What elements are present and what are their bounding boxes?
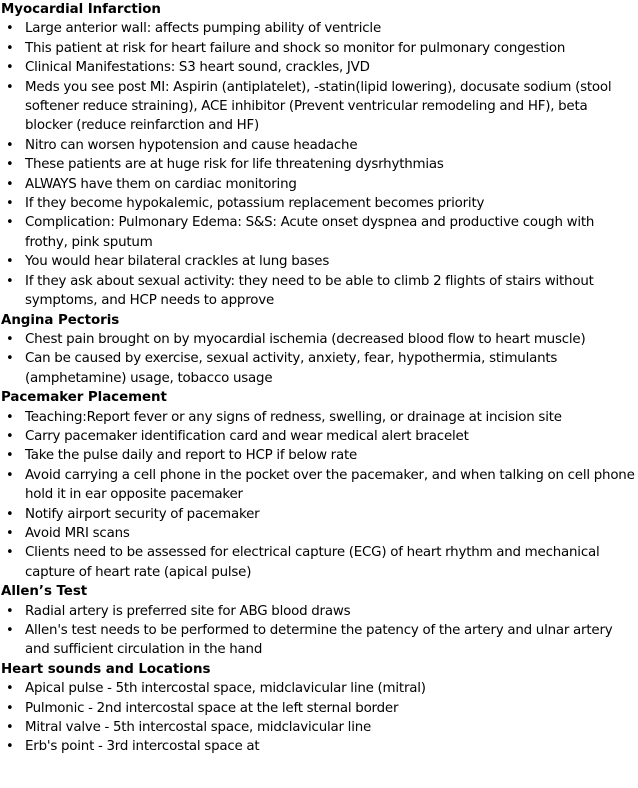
- bullet-list: [1, 602, 638, 660]
- section-myocardial-infarction: [1, 0, 638, 311]
- bullet-icon: •: [6, 603, 14, 619]
- bullet-icon: •: [6, 545, 14, 561]
- section-heart-sounds: [1, 660, 638, 757]
- bullet-icon: •: [6, 506, 14, 522]
- list-item: • Avoid carrying a cell phone in the pocket over the pacemaker, and when talking on cell phone hold it in ear opposite pacemaker: [6, 467, 635, 503]
- list-item: • Carry pacemaker identification card and wear medical alert bracelet: [1, 427, 638, 446]
- bullet-icon: •: [6, 21, 14, 37]
- bullet-icon: •: [6, 331, 14, 347]
- bullet-list: [1, 679, 638, 757]
- list-item: • Apical pulse - 5th intercostal space, midclavicular line (mitral): [1, 679, 638, 698]
- list-item: • Large anterior wall: affects pumping ability of ventricle: [1, 19, 638, 38]
- bullet-icon: •: [6, 40, 14, 56]
- section-title: Angina Pectoris: [1, 312, 120, 328]
- bullet-icon: •: [6, 351, 14, 367]
- list-item: • If they become hypokalemic, potassium replacement becomes priority: [1, 194, 638, 213]
- list-item: • Nitro can worsen hypotension and cause headache: [1, 136, 638, 155]
- list-item: • These patients are at huge risk for life threatening dysrhythmias: [1, 155, 638, 174]
- list-item: • Pulmonic - 2nd intercostal space at the left sternal border: [1, 699, 638, 718]
- list-item: • You would hear bilateral crackles at lung bases: [1, 252, 638, 271]
- list-item: • Allen's test needs to be performed to determine the patency of the artery and ulnar artery and sufficient circulation in the hand: [6, 623, 613, 658]
- list-item: • If they ask about sexual activity: they need to be able to climb 2 flights of stairs without symptoms, and HCP needs to approve: [6, 273, 594, 309]
- list-item: • Chest pain brought on by myocardial ischemia (decreased blood flow to heart muscle): [1, 330, 638, 349]
- section-title: Myocardial Infarction: [1, 2, 161, 17]
- list-item: • Can be caused by exercise, sexual activity, anxiety, fear, hypothermia, stimulants (amphetamine) usage, tobacco usage: [6, 351, 558, 386]
- bullet-icon: •: [6, 79, 14, 95]
- list-item: • Complication: Pulmonary Edema: S&S: Acute onset dyspnea and productive cough with frothy, pink sputum: [6, 215, 595, 250]
- bullet-icon: •: [6, 137, 14, 153]
- bullet-icon: •: [6, 157, 14, 173]
- bullet-icon: •: [6, 681, 14, 697]
- bullet-icon: •: [6, 273, 14, 289]
- list-item: • Clients need to be assessed for electrical capture (ECG) of heart rhythm and mechanical capture of heart rate (apical pulse): [6, 545, 600, 580]
- bullet-icon: •: [6, 60, 14, 76]
- section-title: Heart sounds and Locations: [1, 661, 211, 677]
- bullet-icon: •: [6, 196, 14, 212]
- bullet-icon: •: [6, 215, 14, 231]
- section-angina-pectoris: [1, 311, 638, 389]
- section-title: Allen’s Test: [1, 584, 88, 600]
- bullet-icon: •: [6, 428, 14, 444]
- list-item: • Notify airport security of pacemaker: [1, 505, 638, 524]
- list-item: • Take the pulse daily and report to HCP if below rate: [1, 446, 638, 465]
- bullet-list: [1, 19, 638, 310]
- list-item: • Mitral valve - 5th intercostal space, midclavicular line: [1, 718, 638, 737]
- bullet-icon: •: [6, 409, 14, 425]
- section-pacemaker-placement: [1, 388, 638, 582]
- list-item: • This patient at risk for heart failure and shock so monitor for pulmonary congestion: [1, 39, 638, 58]
- bullet-list: [1, 330, 638, 388]
- bullet-icon: •: [6, 254, 14, 270]
- bullet-icon: •: [6, 467, 14, 483]
- bullet-icon: •: [6, 720, 14, 736]
- list-item: • Avoid MRI scans: [1, 524, 638, 543]
- section-allens-test: [1, 582, 638, 660]
- list-item: • Radial artery is preferred site for ABG blood draws: [1, 602, 638, 621]
- bullet-icon: •: [6, 176, 14, 192]
- bullet-icon: •: [6, 623, 14, 638]
- list-item: • Meds you see post MI: Aspirin (antiplatelet), -statin(lipid lowering), docusate sodium (stool softener reduce straining), ACE inhibitor (Prevent ventricular remodeling and HF), beta blocker (reduce reinfarction and HF): [6, 79, 612, 134]
- section-title: Pacemaker Placement: [1, 390, 167, 406]
- bullet-list: [1, 408, 638, 583]
- bullet-icon: •: [6, 448, 14, 464]
- bullet-icon: •: [6, 739, 14, 755]
- bullet-icon: •: [6, 700, 14, 716]
- bullet-icon: •: [6, 525, 14, 541]
- list-item: • Teaching:Report fever or any signs of redness, swelling, or drainage at incision site: [1, 408, 638, 427]
- list-item: • Erb's point - 3rd intercostal space at: [1, 737, 638, 756]
- list-item: • Clinical Manifestations: S3 heart sound, crackles, JVD: [1, 58, 638, 77]
- list-item: • ALWAYS have them on cardiac monitoring: [1, 175, 638, 194]
